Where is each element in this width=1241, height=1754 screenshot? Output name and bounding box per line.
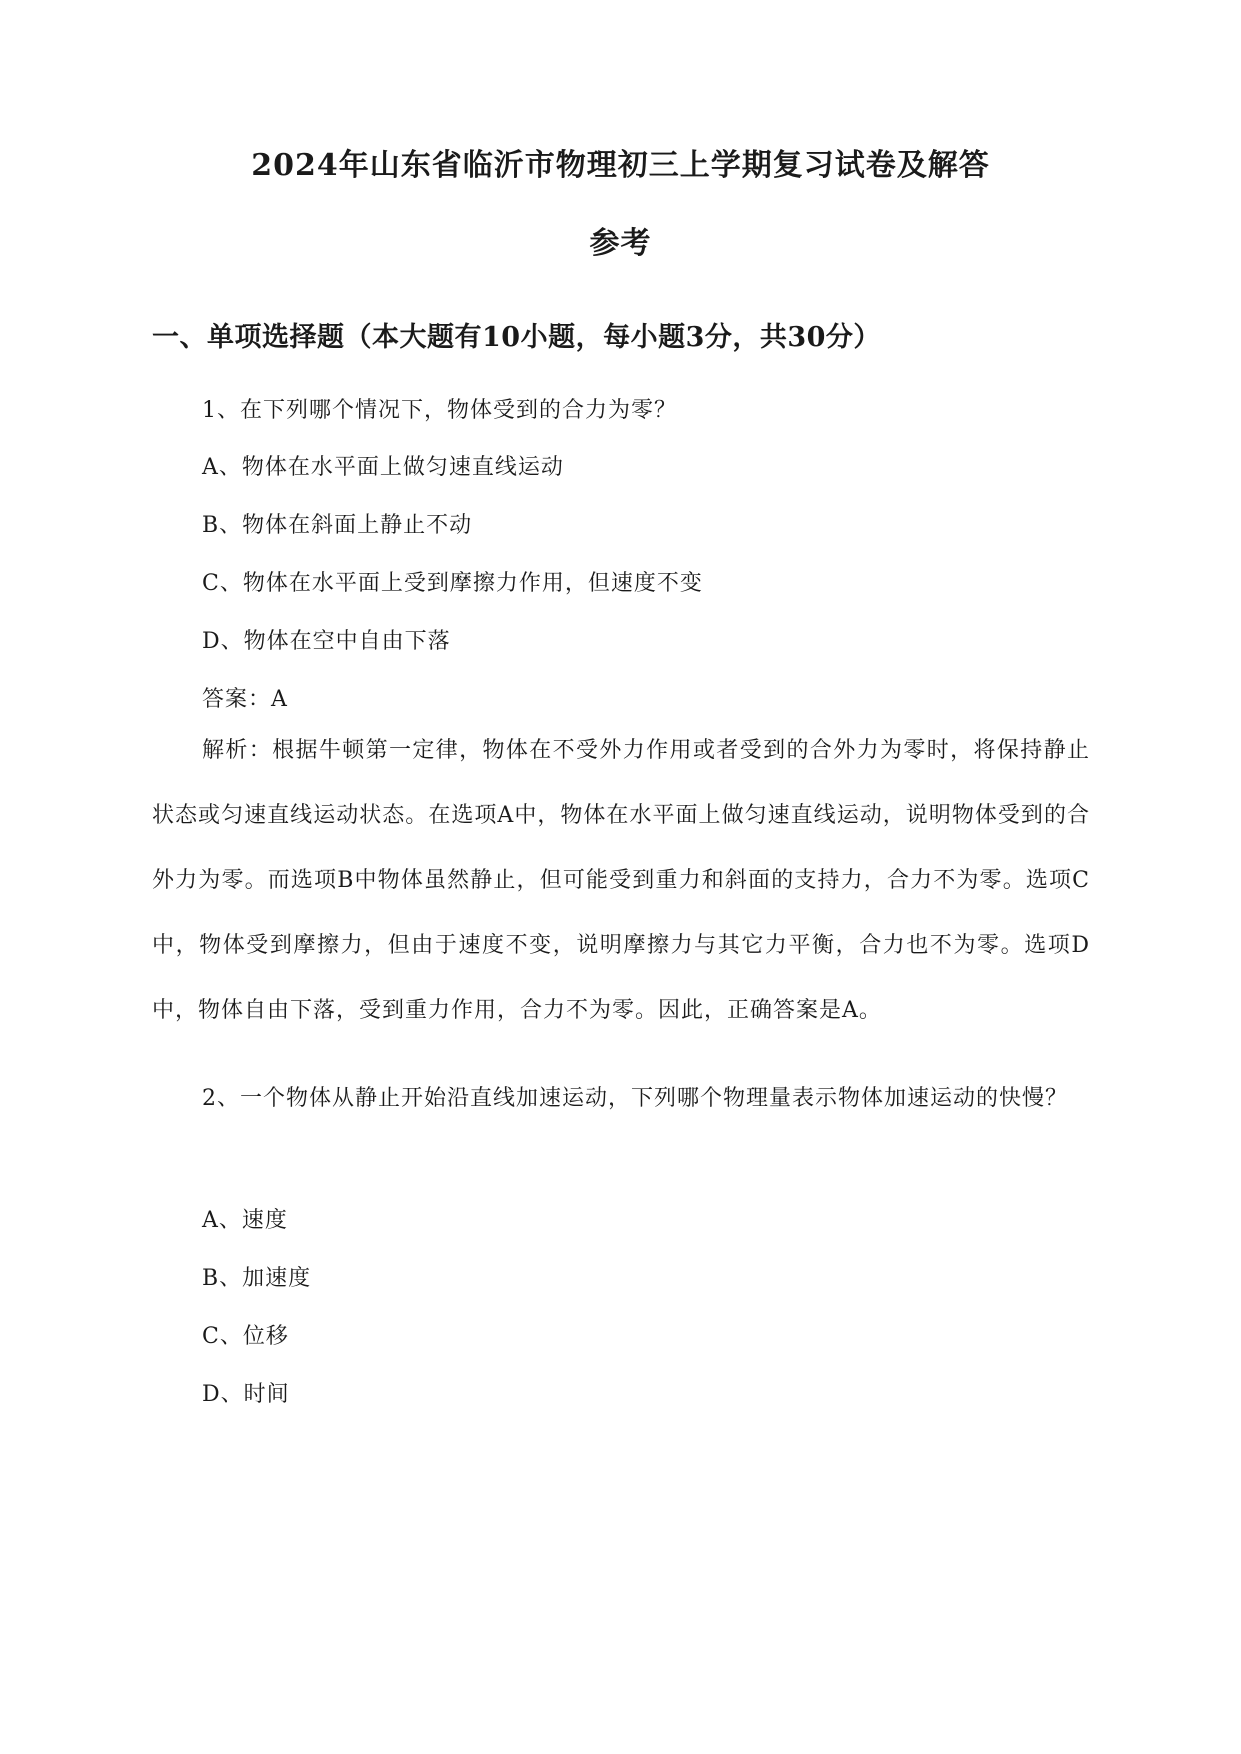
question-1-analysis: 解析：根据牛顿第一定律，物体在不受外力作用或者受到的合外力为零时，将保持静止状态或匀速直线运动状态。在选项A中，物体在水平面上做匀速直线运动，说明物体受到的合外力为零。而选项B中物体虽然静止，但可能受到重力和斜面的支持力，合力不为零。选项C中，物体受到摩擦力，但由于速度不变，说明摩擦力与其它力平衡，合力也不为零。选项D中，物体自由下落，受到重力作用，合力不为零。因此，正确答案是A。 [152,738,1090,1023]
question-2-stem: 2、一个物体从静止开始沿直线加速运动，下列哪个物理量表示物体加速运动的快慢？ [202,1086,1068,1111]
question-2-option-b: B、加速度 [202,1266,312,1291]
question-2-option-a: A、速度 [202,1208,288,1233]
question-1-answer: 答案：A [202,687,288,712]
question-1-option-a: A、物体在水平面上做匀速直线运动 [202,455,564,480]
question-1-option-b: B、物体在斜面上静止不动 [202,513,473,538]
question-1-option-d: D、物体在空中自由下落 [202,629,451,654]
question-1-option-c: C、物体在水平面上受到摩擦力作用，但速度不变 [202,571,703,596]
question-1-stem: 1、在下列哪个情况下，物体受到的合力为零？ [202,398,677,423]
document-title: 2024年山东省临沂市物理初三上学期复习试卷及解答 [251,148,990,183]
question-2-option-d: D、时间 [202,1382,290,1407]
question-2-option-c: C、位移 [202,1324,289,1349]
document-title-continued: 参考 [589,226,652,261]
section-heading: 一、单项选择题（本大题有10小题，每小题3分，共30分） [152,322,881,353]
